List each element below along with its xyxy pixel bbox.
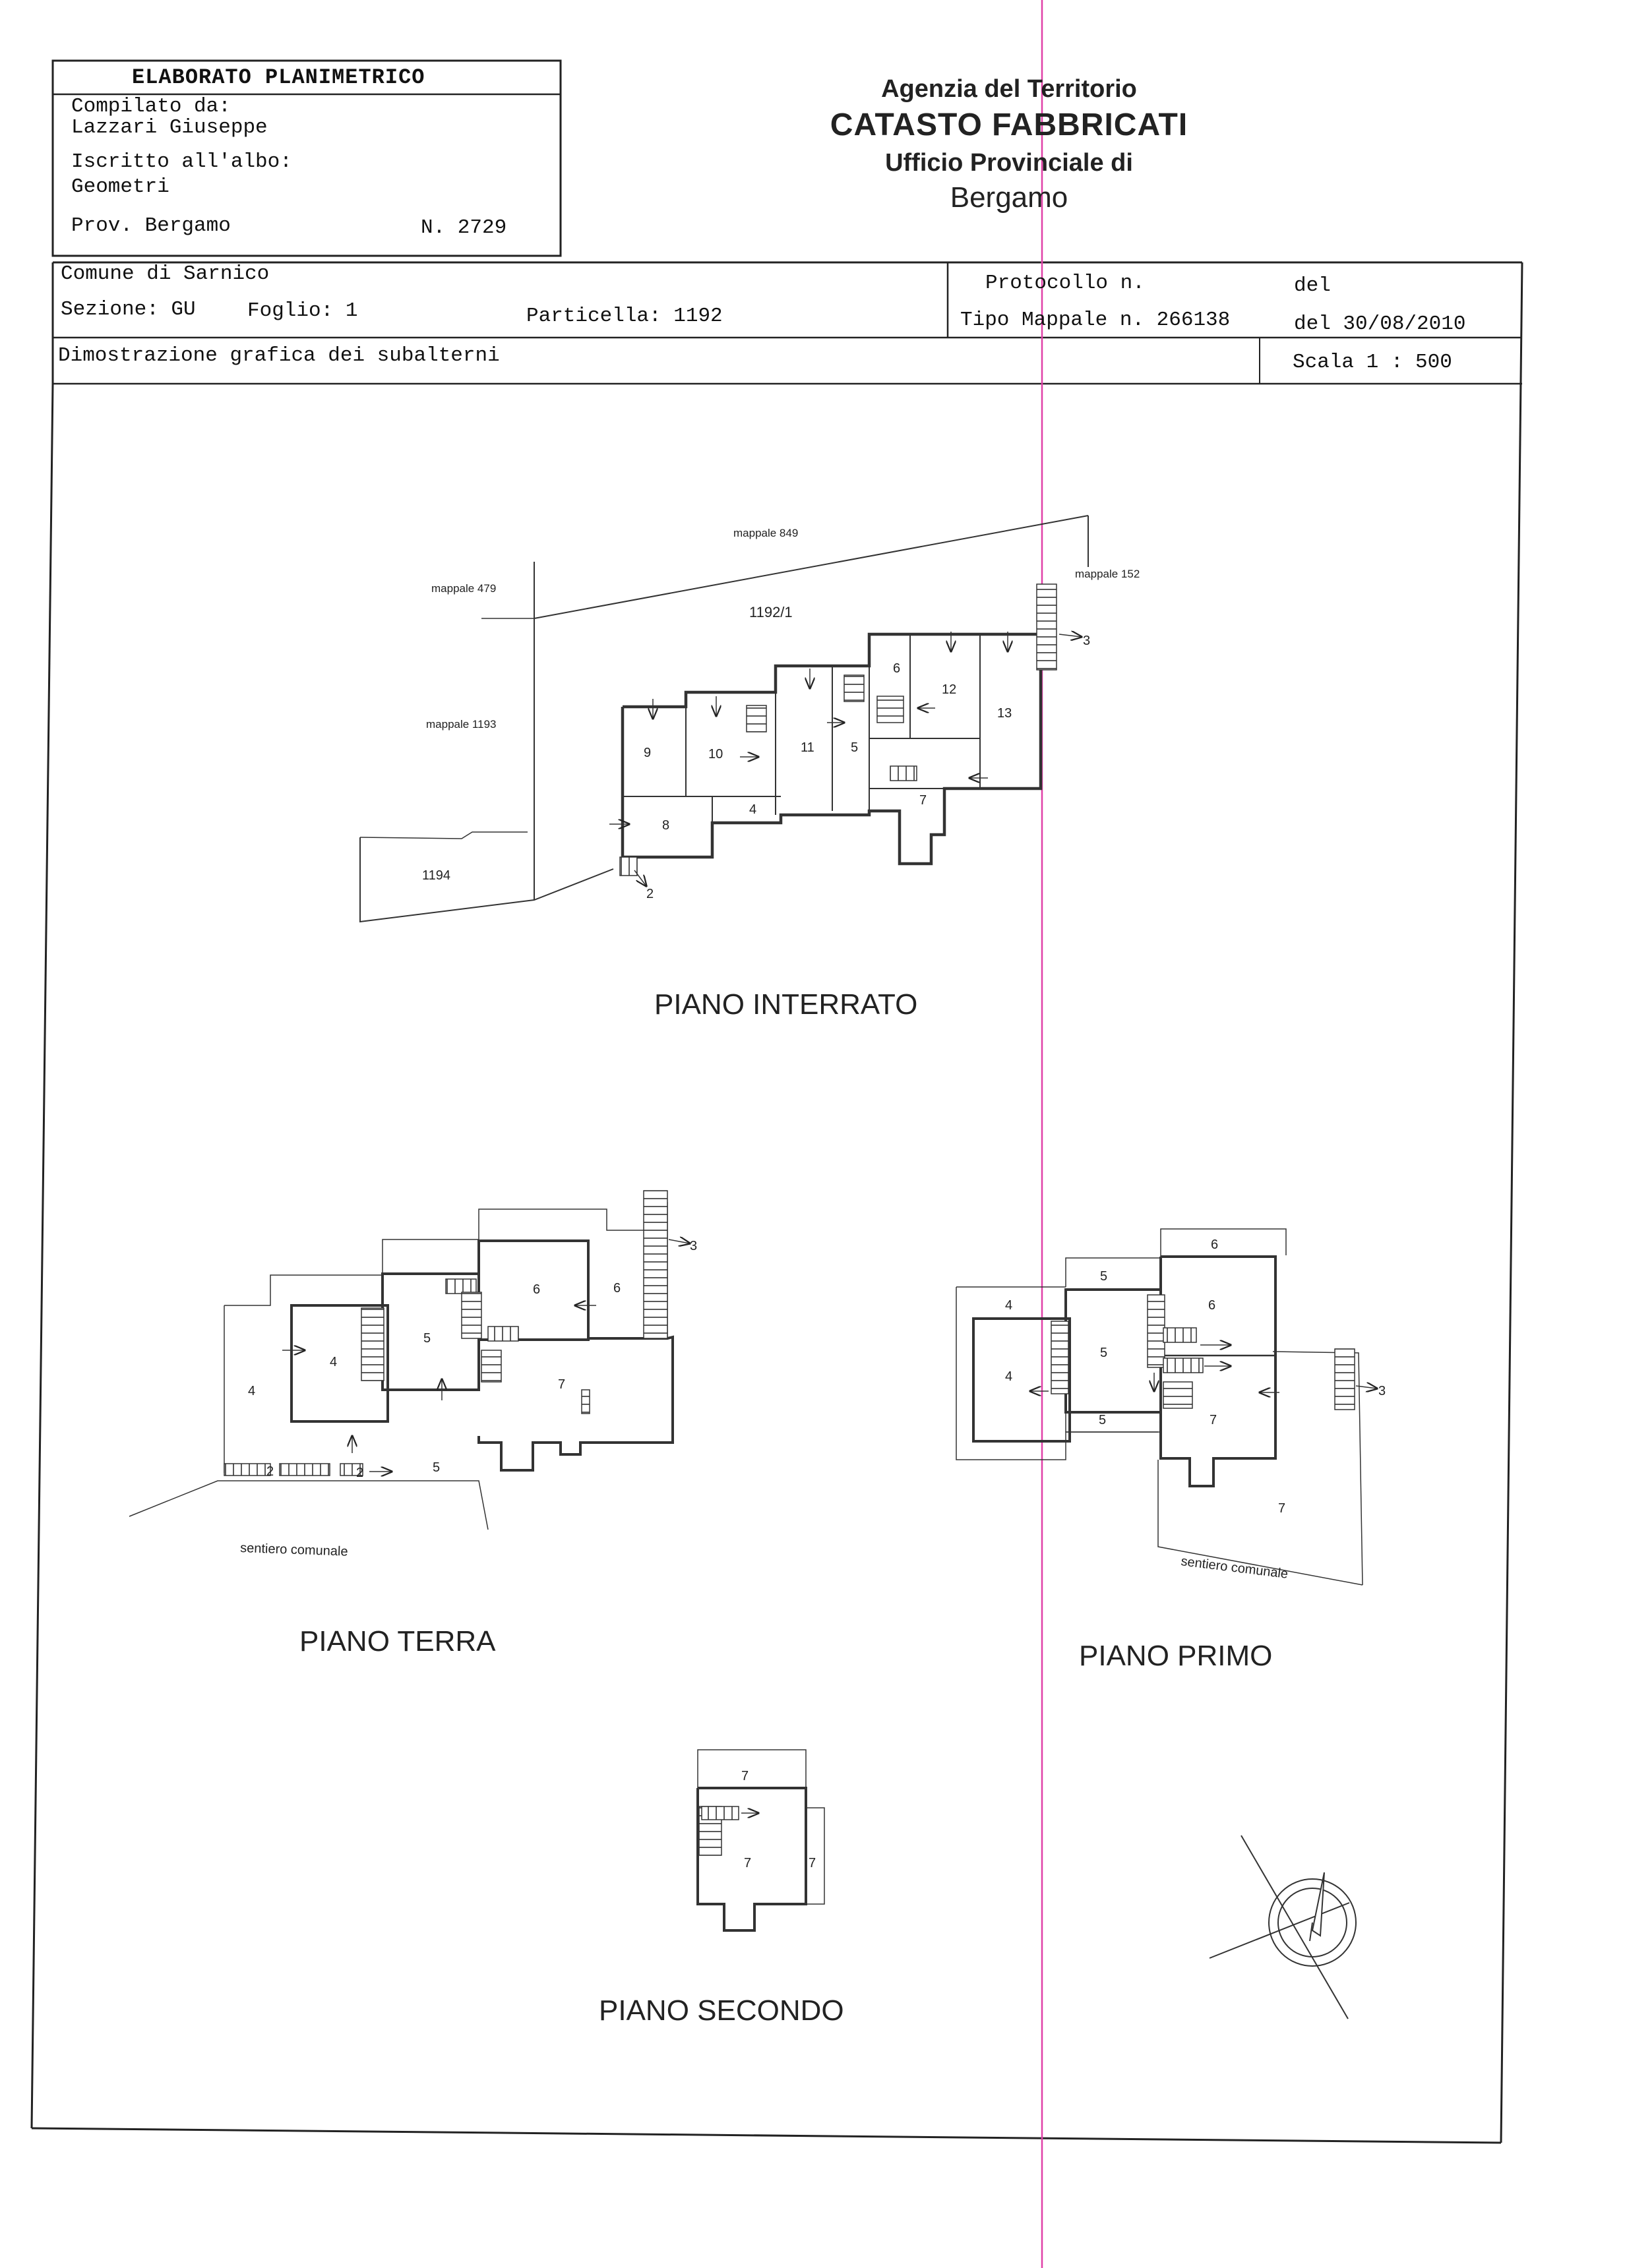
label-sub-5-bot: 5 — [1099, 1413, 1107, 1427]
label-sub-8: 8 — [662, 818, 670, 833]
north-arrow-icon — [1210, 1835, 1356, 2019]
tipo-mappale-date: del 30/08/2010 — [1294, 313, 1466, 336]
label-sub-7-in: 7 — [744, 1856, 752, 1870]
label-mappale-1193: mappale 1193 — [426, 718, 497, 731]
plan-primo — [956, 1229, 1377, 1585]
parcel-1194-outline — [360, 837, 613, 922]
stair — [224, 1464, 270, 1476]
registration-number: N. 2729 — [421, 216, 507, 239]
label-sub-5-mid: 5 — [1100, 1346, 1108, 1360]
label-mappale-479: mappale 479 — [431, 582, 497, 595]
label-sub-2a: 2 — [266, 1464, 274, 1479]
stair — [747, 705, 766, 732]
stair — [1163, 1358, 1203, 1373]
compiled-label: Compilato da: — [71, 95, 231, 118]
label-sub-7-side: 7 — [809, 1856, 816, 1870]
header-box-title: ELABORATO PLANIMETRICO — [132, 65, 425, 90]
label-mappale-849: mappale 849 — [733, 527, 799, 539]
agency-line-4: Bergamo — [950, 181, 1068, 214]
label-sub-2: 2 — [646, 887, 654, 901]
sentiero-line — [129, 1481, 488, 1530]
plan-secondo — [698, 1750, 824, 1930]
label-sub-7: 7 — [558, 1377, 566, 1392]
label-sub-11: 11 — [801, 740, 814, 755]
title-piano-terra: PIANO TERRA — [299, 1625, 496, 1657]
protocollo-del: del — [1294, 274, 1331, 297]
plan-primo-labels — [1005, 1238, 1386, 1672]
stair — [702, 1806, 739, 1820]
label-sub-4-out: 4 — [248, 1384, 256, 1398]
province: Prov. Bergamo — [71, 214, 231, 237]
plan-interrato-labels — [422, 527, 1140, 1021]
stair — [1037, 584, 1057, 670]
stair — [1335, 1349, 1355, 1410]
label-sentiero-terra: sentiero comunale — [239, 1541, 348, 1559]
agency-line-2: CATASTO FABBRICATI — [830, 107, 1188, 142]
label-sub-3: 3 — [1083, 634, 1091, 648]
stair — [1148, 1295, 1165, 1367]
room-5-primo — [1066, 1290, 1161, 1412]
label-sub-13: 13 — [997, 706, 1012, 721]
label-sub-6: 6 — [893, 661, 901, 676]
plan-terra — [129, 1191, 690, 1530]
agency-line-1: Agenzia del Territorio — [881, 75, 1137, 103]
stair — [644, 1191, 667, 1338]
label-sub-7-in: 7 — [1210, 1413, 1217, 1427]
particella: Particella: 1192 — [526, 305, 723, 328]
stair — [1051, 1321, 1068, 1394]
label-sub-3: 3 — [1378, 1384, 1386, 1398]
label-sub-6-in: 6 — [533, 1282, 541, 1297]
label-sub-7: 7 — [919, 793, 927, 808]
stair — [1163, 1328, 1196, 1342]
stair — [844, 675, 864, 701]
label-sentiero-primo: sentiero comunale — [1180, 1554, 1289, 1582]
stair — [481, 1350, 501, 1382]
label-sub-4-in: 4 — [1005, 1369, 1013, 1384]
label-sub-5-in: 5 — [423, 1331, 431, 1346]
protocollo: Protocollo n. — [985, 272, 1145, 295]
label-sub-3: 3 — [690, 1239, 698, 1253]
label-parcel-1192-1: 1192/1 — [749, 604, 793, 620]
label-sub-4: 4 — [749, 802, 757, 817]
title-piano-primo: PIANO PRIMO — [1079, 1640, 1273, 1672]
label-sub-4-top: 4 — [1005, 1298, 1013, 1313]
label-sub-6-out: 6 — [613, 1281, 621, 1296]
title-piano-secondo: PIANO SECONDO — [599, 1994, 844, 2027]
label-sub-7-out: 7 — [1278, 1501, 1286, 1516]
stair — [446, 1279, 476, 1294]
access-arrow — [634, 870, 646, 886]
registered-label: Iscritto all'albo: — [71, 150, 292, 173]
label-sub-12: 12 — [942, 682, 957, 697]
foglio: Foglio: 1 — [247, 299, 358, 322]
parcel-1194-top — [360, 832, 528, 839]
label-parcel-1194: 1194 — [422, 868, 451, 883]
stair — [462, 1292, 481, 1338]
label-sub-2b: 2 — [356, 1466, 364, 1480]
terrace-top — [698, 1750, 806, 1788]
stair — [582, 1390, 590, 1414]
boundary-north — [534, 516, 1088, 618]
stair — [280, 1464, 330, 1476]
label-mappale-152: mappale 152 — [1075, 568, 1140, 580]
stair — [361, 1308, 384, 1381]
title-piano-interrato: PIANO INTERRATO — [654, 988, 918, 1021]
label-sub-6-top: 6 — [1211, 1238, 1219, 1252]
label-sub-10: 10 — [708, 747, 723, 761]
dimostrazione: Dimostrazione grafica dei subalterni — [58, 344, 500, 367]
label-sub-9: 9 — [644, 746, 652, 760]
stair — [620, 857, 637, 876]
label-sub-5-top: 5 — [1100, 1269, 1108, 1284]
label-sub-6-in: 6 — [1208, 1298, 1216, 1313]
label-sub-5-out: 5 — [433, 1460, 441, 1475]
registered-value: Geometri — [71, 175, 169, 198]
compiled-name: Lazzari Giuseppe — [71, 116, 268, 139]
scala: Scala 1 : 500 — [1293, 351, 1452, 374]
access-arrow — [1059, 634, 1082, 637]
stair — [1163, 1382, 1192, 1408]
agency-line-3: Ufficio Provinciale di — [885, 149, 1133, 177]
access-arrow — [669, 1239, 690, 1243]
stair — [488, 1327, 518, 1341]
stair — [877, 696, 904, 723]
comune: Comune di Sarnico — [61, 262, 270, 285]
sezione: Sezione: GU — [61, 298, 196, 321]
tipo-mappale: Tipo Mappale n. 266138 — [960, 309, 1231, 332]
label-sub-5: 5 — [851, 740, 859, 755]
label-sub-7-top: 7 — [741, 1769, 749, 1783]
label-sub-4-in: 4 — [330, 1355, 338, 1369]
stair — [890, 766, 917, 781]
